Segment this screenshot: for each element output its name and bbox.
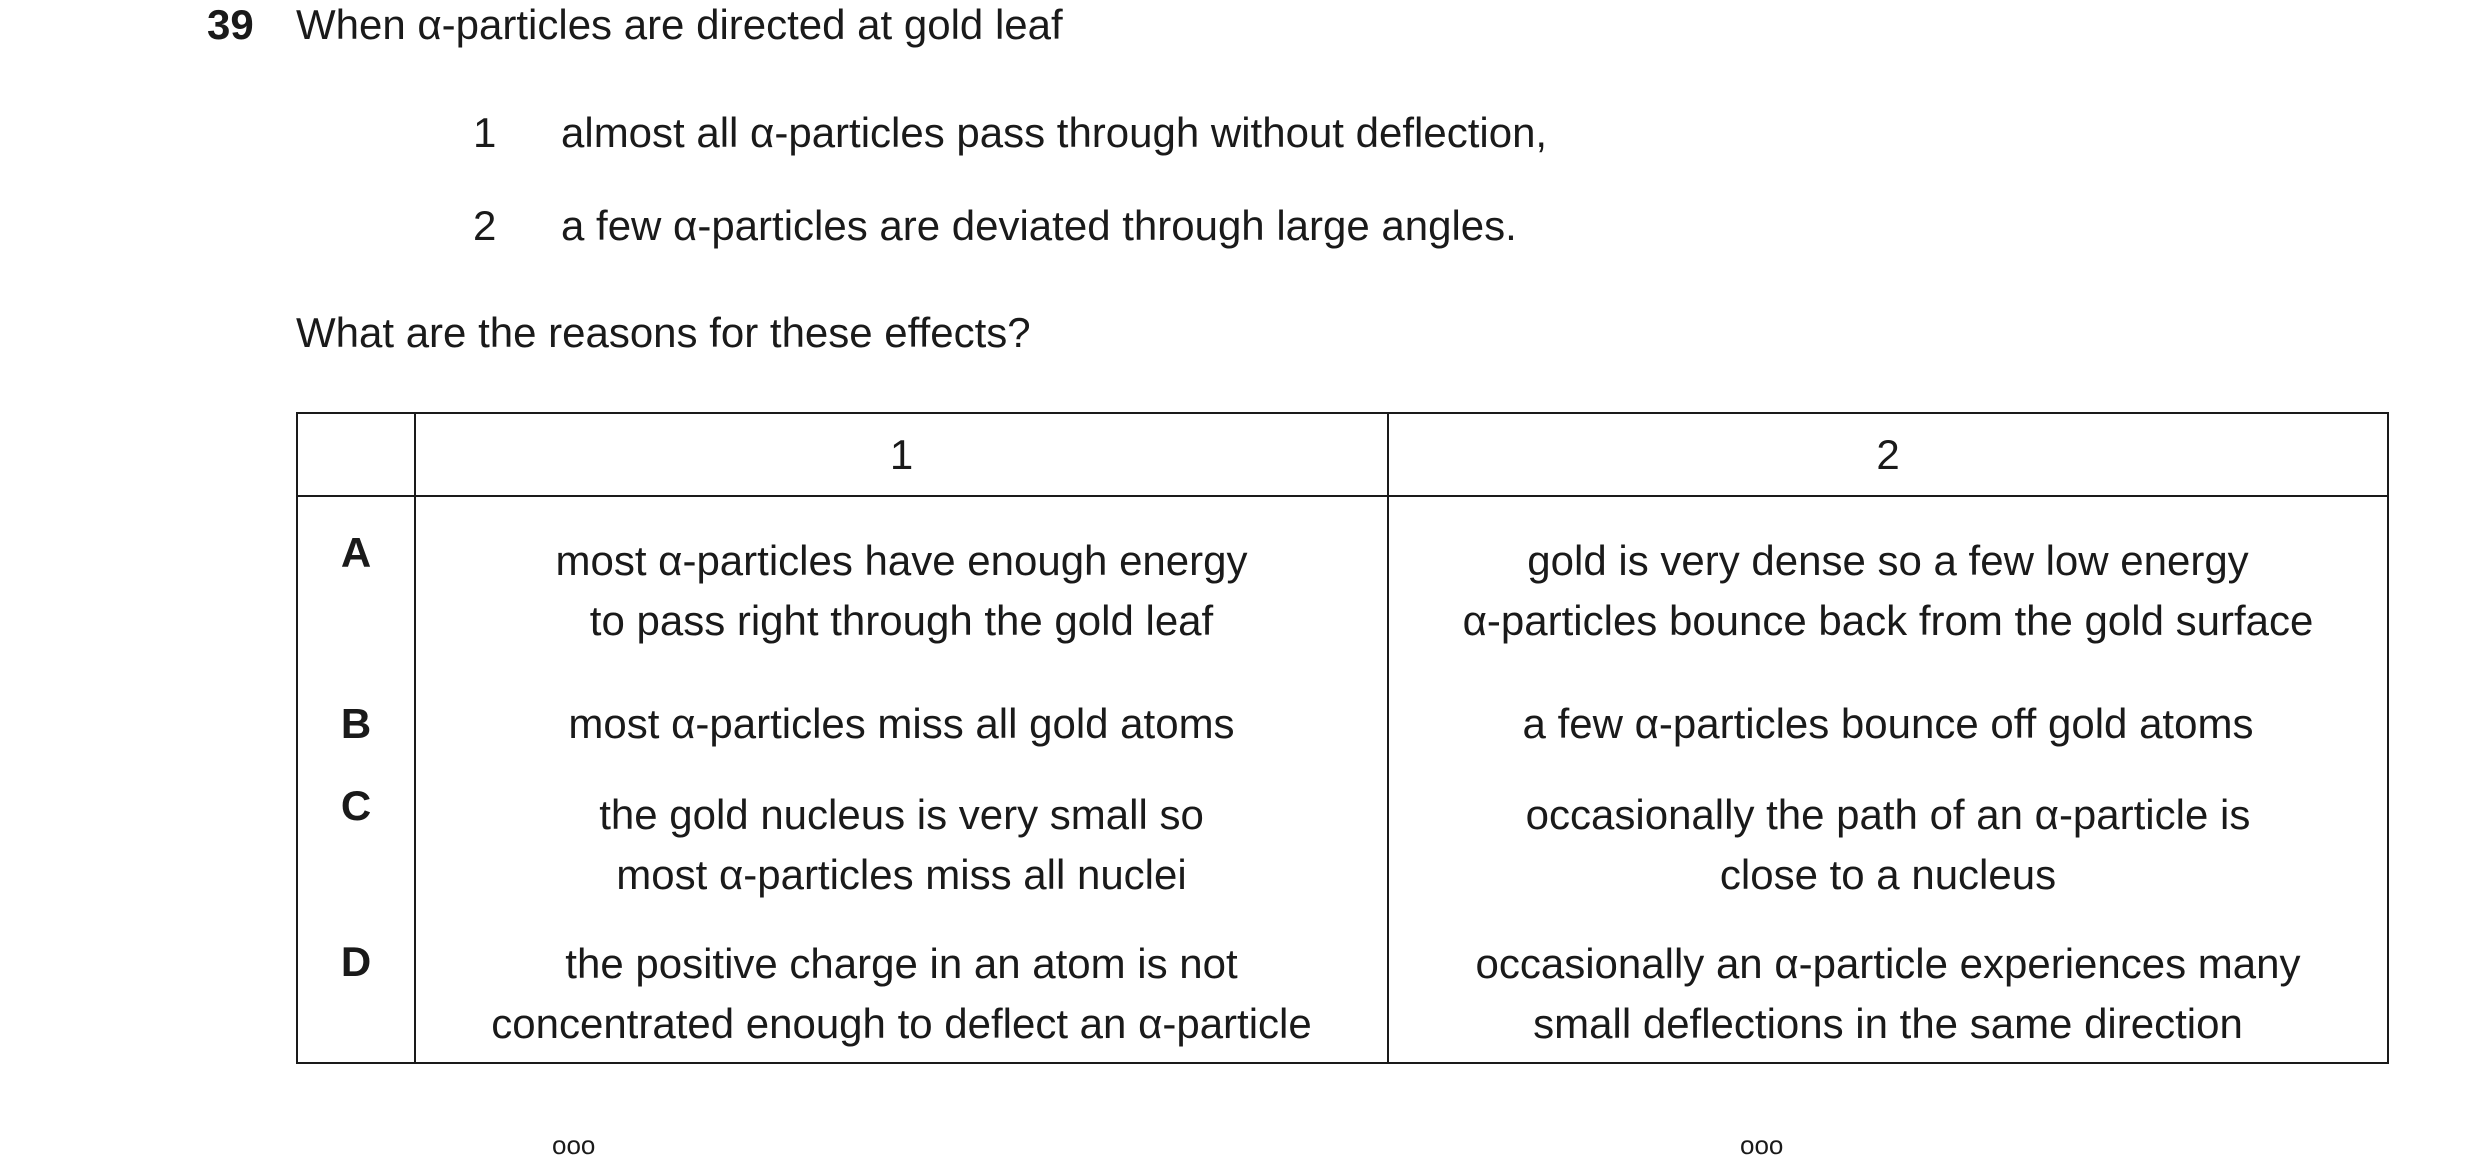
- option-c-reason-1-line-2: most α-particles miss all nuclei: [616, 851, 1187, 898]
- option-a-reason-1-line-2: to pass right through the gold leaf: [589, 596, 1214, 644]
- option-a-reason-2-line-1: gold is very dense so a few low energy: [1527, 536, 2249, 584]
- option-a-reason-1-line-1: most α-particles have enough energy: [555, 536, 1248, 584]
- statement-2-text: a few α-particles are deviated through large angles.: [561, 202, 1517, 249]
- header-key-cell: [297, 413, 415, 496]
- options-table: [296, 412, 2389, 1064]
- option-key-c: C: [297, 764, 415, 926]
- statement-1-text: almost all α-particles pass through without deflection,: [561, 109, 1548, 156]
- option-key-b: B: [297, 684, 415, 764]
- option-key-a: A: [297, 496, 415, 684]
- option-key-d: D: [297, 926, 415, 1063]
- table-row-d: [297, 926, 2388, 1063]
- table-row-c: [297, 764, 2388, 926]
- option-b-reason-2: [1388, 684, 2388, 764]
- question-number: 39: [207, 1, 254, 48]
- statement-1-number: 1: [473, 109, 497, 156]
- option-c-reason-1: [415, 764, 1388, 926]
- option-c-reason-2-line-2: close to a nucleus: [1719, 851, 2057, 898]
- table-row-a: [297, 496, 2388, 684]
- option-a-reason-2-line-2: α-particles bounce back from the gold surface: [1462, 596, 2314, 644]
- option-b-reason-1-line-1: most α-particles miss all gold atoms: [568, 700, 1235, 747]
- option-d-reason-2: [1388, 926, 2388, 1063]
- option-c-reason-2-line-1: occasionally the path of an α-particle is: [1525, 791, 2251, 838]
- option-d-reason-2-line-1: occasionally an α-particle experiences many: [1475, 940, 2301, 987]
- option-c-reason-2: [1388, 764, 2388, 926]
- option-d-reason-1-line-2: concentrated enough to deflect an α-particle: [491, 1000, 1312, 1047]
- footer-mark-right: ooo: [1740, 1130, 1784, 1160]
- table-row-b: [297, 684, 2388, 764]
- table-header-row: [297, 413, 2388, 496]
- option-b-reason-1: [415, 684, 1388, 764]
- option-d-reason-1: [415, 926, 1388, 1063]
- option-b-reason-2-line-1: a few α-particles bounce off gold atoms: [1522, 700, 2254, 747]
- header-column-1: 1: [415, 413, 1388, 496]
- question-prompt: What are the reasons for these effects?: [296, 309, 1031, 356]
- option-d-reason-1-line-1: the positive charge in an atom is not: [565, 940, 1238, 987]
- option-a-reason-1: [415, 496, 1388, 684]
- option-a-reason-2: [1388, 496, 2388, 684]
- option-d-reason-2-line-2: small deflections in the same direction: [1533, 1000, 2243, 1047]
- question-stem: When α-particles are directed at gold leaf: [296, 1, 1063, 48]
- header-column-2: 2: [1388, 413, 2388, 496]
- statement-2-number: 2: [473, 202, 497, 249]
- option-c-reason-1-line-1: the gold nucleus is very small so: [599, 791, 1204, 838]
- footer-mark-left: ooo: [552, 1130, 596, 1160]
